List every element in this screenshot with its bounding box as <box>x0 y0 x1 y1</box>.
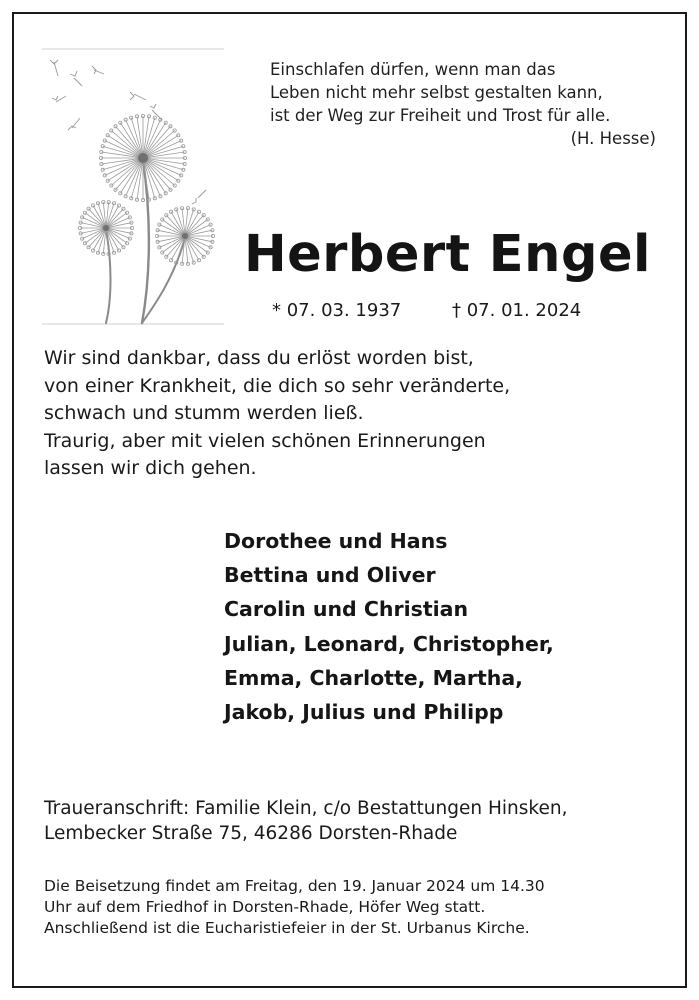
poem-line: lassen wir dich gehen. <box>44 457 257 479</box>
mourner-line: Emma, Charlotte, Martha, <box>224 665 523 690</box>
mourning-address <box>44 796 567 846</box>
poem-text <box>44 345 510 483</box>
poem-line: von einer Krankheit, die dich so sehr veränderte, <box>44 374 511 397</box>
mourner-line: Bettina und Oliver <box>224 563 436 588</box>
mourners-list <box>224 524 554 729</box>
birth-date: * 07. 03. 1937 <box>272 300 402 321</box>
mourner-line: Carolin und Christian <box>224 597 469 622</box>
mourner-line: Julian, Leonard, Christopher, <box>224 631 554 656</box>
quote-line: ist der Weg zur Freiheit und Trost für alle. <box>270 106 611 125</box>
quote-line: Leben nicht mehr selbst gestalten kann, <box>270 83 603 102</box>
death-date: † 07. 01. 2024 <box>452 300 582 321</box>
funeral-line: Uhr auf dem Friedhof in Dorsten-Rhade, Höfer Weg statt. <box>44 898 486 916</box>
funeral-notice <box>44 876 545 939</box>
quote-author: (H. Hesse) <box>570 129 656 148</box>
poem-line: Traurig, aber mit vielen schönen Erinnerungen <box>44 429 486 452</box>
poem-line: Wir sind dankbar, dass du erlöst worden bist, <box>44 347 474 369</box>
mourner-line: Jakob, Julius und Philipp <box>224 700 504 725</box>
funeral-line: Die Beisetzung findet am Freitag, den 19. Januar 2024 um 14.30 <box>44 877 545 895</box>
address-line: Lembecker Straße 75, 46286 Dorsten-Rhade <box>44 823 458 844</box>
quote-line: Einschlafen dürfen, wenn man das <box>270 60 556 79</box>
dandelion-icon <box>42 48 224 326</box>
address-line: Traueranschrift: Familie Klein, c/o Bestattungen Hinsken, <box>44 798 568 819</box>
funeral-line: Anschließend ist die Eucharistiefeier in der St. Urbanus Kirche. <box>44 919 530 937</box>
mourner-line: Dorothee und Hans <box>224 529 448 553</box>
poem-line: schwach und stumm werden ließ. <box>44 402 364 424</box>
life-dates <box>272 300 582 321</box>
deceased-name: Herbert Engel <box>244 225 652 284</box>
quote-block <box>270 58 658 150</box>
